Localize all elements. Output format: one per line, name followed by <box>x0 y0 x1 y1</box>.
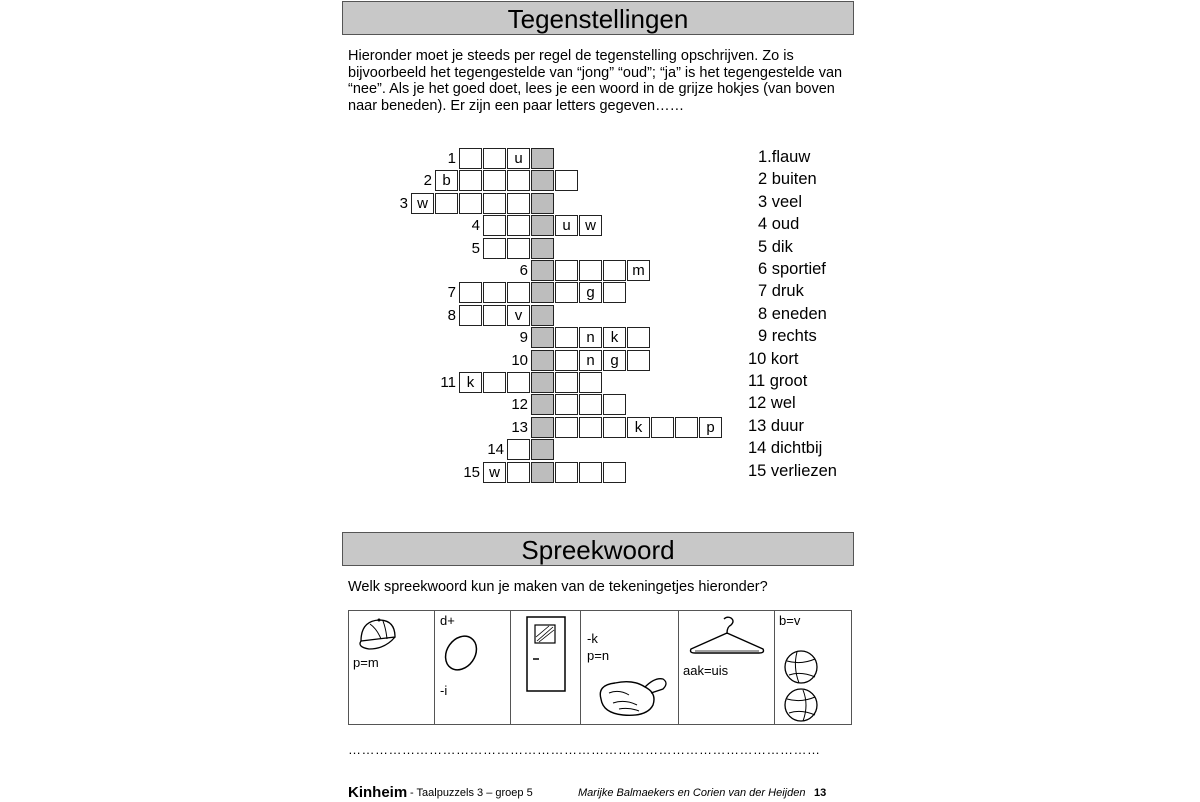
section-title-spreekwoord: Spreekwoord <box>342 532 854 566</box>
grid-cell[interactable] <box>507 215 530 236</box>
grid-cell[interactable] <box>555 462 578 483</box>
grid-cell[interactable] <box>507 193 530 214</box>
rebus-text-min-k: -k <box>587 631 598 646</box>
grid-cell[interactable] <box>579 462 602 483</box>
cap-icon <box>355 615 405 653</box>
grid-cell[interactable] <box>459 305 482 326</box>
gray-cell[interactable] <box>531 260 554 281</box>
footer-subtitle: - Taalpuzzels 3 – groep 5 <box>410 787 533 799</box>
grid-cell[interactable]: u <box>507 148 530 169</box>
page-footer <box>348 784 828 802</box>
answer-line: …………………………………………………………………………………………… <box>348 742 821 757</box>
rebus-box-balls <box>775 611 851 724</box>
row-number-14: 14 <box>487 441 504 459</box>
grid-cell[interactable]: b <box>435 170 458 191</box>
rebus-box-blank <box>511 611 581 724</box>
grid-cell[interactable] <box>483 372 506 393</box>
grid-cell[interactable] <box>507 462 530 483</box>
section-title-tegenstellingen: Tegenstellingen <box>342 1 854 35</box>
clue-item: 15 verliezen <box>748 461 837 480</box>
clue-item: 2 buiten <box>758 170 817 189</box>
grid-cell[interactable] <box>555 350 578 371</box>
grid-cell[interactable] <box>555 170 578 191</box>
clue-item: 12 wel <box>748 394 796 413</box>
gray-cell[interactable] <box>531 215 554 236</box>
row-number-5: 5 <box>471 239 480 257</box>
rebus-box-hanger <box>679 611 775 724</box>
grid-cell[interactable] <box>555 394 578 415</box>
grid-cell[interactable] <box>603 282 626 303</box>
grid-cell[interactable] <box>507 282 530 303</box>
grid-cell[interactable] <box>579 394 602 415</box>
grid-cell[interactable]: g <box>579 282 602 303</box>
gray-cell[interactable] <box>531 193 554 214</box>
grid-cell[interactable] <box>555 282 578 303</box>
clue-item: 14 dichtbij <box>748 439 823 458</box>
gray-cell[interactable] <box>531 238 554 259</box>
clue-item: 10 kort <box>748 349 799 368</box>
clue-item: 5 dik <box>758 237 793 256</box>
row-number-6: 6 <box>519 262 528 279</box>
rebus-text-aak: aak=uis <box>683 663 729 678</box>
page-number: 13 <box>814 787 827 799</box>
grid-cell[interactable] <box>459 282 482 303</box>
gray-cell[interactable] <box>531 170 554 191</box>
grid-cell[interactable]: w <box>579 215 602 236</box>
grid-cell[interactable]: k <box>627 417 650 438</box>
grid-cell[interactable] <box>627 350 650 371</box>
rebus-box-egg <box>435 611 511 724</box>
grid-cell[interactable]: w <box>411 193 434 214</box>
grid-cell[interactable] <box>483 148 506 169</box>
row-number-3: 3 <box>399 194 408 212</box>
grid-cell[interactable] <box>651 417 674 438</box>
footer-authors: Marijke Balmaekers en Corien van der Heijden <box>578 787 806 799</box>
grid-cell[interactable] <box>555 260 578 281</box>
gray-cell[interactable] <box>531 305 554 326</box>
grid-cell[interactable]: g <box>603 350 626 371</box>
instructions-text: Hieronder moet je steeds per regel de tegenstelling opschrijven. Zo is bijvoorbeeld het tegengestelde van “jong” “oud”; “ja” is het tegengestelde van “nee”. Als je het goed doet, lees je een woord in de grijze hokjes (van boven naar beneden). Er zijn een paar letters gegeven…… <box>348 48 843 114</box>
grid-cell[interactable] <box>579 372 602 393</box>
grid-cell[interactable] <box>627 327 650 348</box>
grid-cell[interactable] <box>483 193 506 214</box>
row-number-13: 13 <box>511 418 528 436</box>
grid-cell[interactable] <box>435 193 458 214</box>
grid-cell[interactable] <box>507 372 530 393</box>
grid-cell[interactable]: v <box>507 305 530 326</box>
grid-cell[interactable] <box>459 193 482 214</box>
clue-item: 11 groot <box>748 372 808 390</box>
grid-cell[interactable] <box>555 327 578 348</box>
grid-cell[interactable]: n <box>579 350 602 371</box>
row-number-10: 10 <box>511 351 528 369</box>
row-number-2: 2 <box>423 172 432 190</box>
row-number-4: 4 <box>471 217 480 235</box>
row-number-15: 15 <box>463 463 480 481</box>
grid-cell[interactable]: m <box>627 260 650 281</box>
rebus-box-cap <box>349 611 435 724</box>
clue-item: 1.flauw <box>758 148 811 166</box>
grid-cell[interactable]: p <box>699 417 722 438</box>
row-number-8: 8 <box>447 306 456 324</box>
row-number-12: 12 <box>511 396 528 414</box>
row-number-1: 1 <box>447 150 456 167</box>
grid-cell[interactable] <box>507 439 530 460</box>
gray-cell[interactable] <box>531 148 554 169</box>
grid-cell[interactable] <box>555 372 578 393</box>
grid-cell[interactable] <box>603 462 626 483</box>
grid-cell[interactable]: n <box>579 327 602 348</box>
rebus-text-pm: p=m <box>353 655 379 670</box>
clue-item: 8 eneden <box>758 304 827 323</box>
clue-item: 13 duur <box>748 416 804 435</box>
ball-icon <box>781 647 821 723</box>
grid-cell[interactable] <box>603 260 626 281</box>
row-number-11: 11 <box>440 374 456 391</box>
rebus-box-chicken <box>581 611 679 724</box>
row-number-7: 7 <box>447 284 456 302</box>
gray-cell[interactable] <box>531 372 554 393</box>
gray-cell[interactable] <box>531 282 554 303</box>
clue-item: 3 veel <box>758 192 803 211</box>
rebus-text-dplus: d+ <box>440 613 455 628</box>
grid-cell[interactable] <box>483 305 506 326</box>
grid-cell[interactable] <box>459 148 482 169</box>
gray-cell[interactable] <box>531 327 554 348</box>
grid-cell[interactable] <box>483 282 506 303</box>
grid-cell[interactable]: k <box>459 372 482 393</box>
clue-item: 6 sportief <box>758 260 826 278</box>
grid-cell[interactable] <box>507 170 530 191</box>
gray-cell[interactable] <box>531 439 554 460</box>
grid-cell[interactable]: u <box>555 215 578 236</box>
grid-cell[interactable] <box>483 170 506 191</box>
door-icon <box>523 615 569 693</box>
grid-cell[interactable] <box>459 170 482 191</box>
grid-cell[interactable] <box>483 238 506 259</box>
gray-cell[interactable] <box>531 394 554 415</box>
grid-cell[interactable]: k <box>603 327 626 348</box>
gray-cell[interactable] <box>531 350 554 371</box>
gray-cell[interactable] <box>531 417 554 438</box>
clue-item: 9 rechts <box>758 327 817 346</box>
clue-item: 4 oud <box>758 215 800 234</box>
gray-cell[interactable] <box>531 462 554 483</box>
grid-cell[interactable]: w <box>483 462 506 483</box>
rebus-text-bv: b=v <box>779 613 801 628</box>
grid-cell[interactable] <box>675 417 698 438</box>
grid-cell[interactable] <box>603 417 626 438</box>
clue-item: 7 druk <box>758 282 804 301</box>
egg-icon <box>441 633 481 673</box>
hanger-icon <box>687 615 767 659</box>
grid-cell[interactable] <box>483 215 506 236</box>
rebus-text-pn: p=n <box>587 648 610 663</box>
grid-cell[interactable] <box>579 260 602 281</box>
chicken-icon <box>593 669 675 719</box>
grid-cell[interactable] <box>507 238 530 259</box>
publisher-logo: Kinheim <box>348 784 408 801</box>
grid-cell[interactable] <box>555 417 578 438</box>
grid-cell[interactable] <box>579 417 602 438</box>
rebus-strip <box>348 610 852 725</box>
proverb-question: Welk spreekwoord kun je maken van de tekeningetjes hieronder? <box>348 579 768 595</box>
rebus-text-min-i: -i <box>440 683 448 698</box>
grid-cell[interactable] <box>603 394 626 415</box>
row-number-9: 9 <box>519 329 528 347</box>
